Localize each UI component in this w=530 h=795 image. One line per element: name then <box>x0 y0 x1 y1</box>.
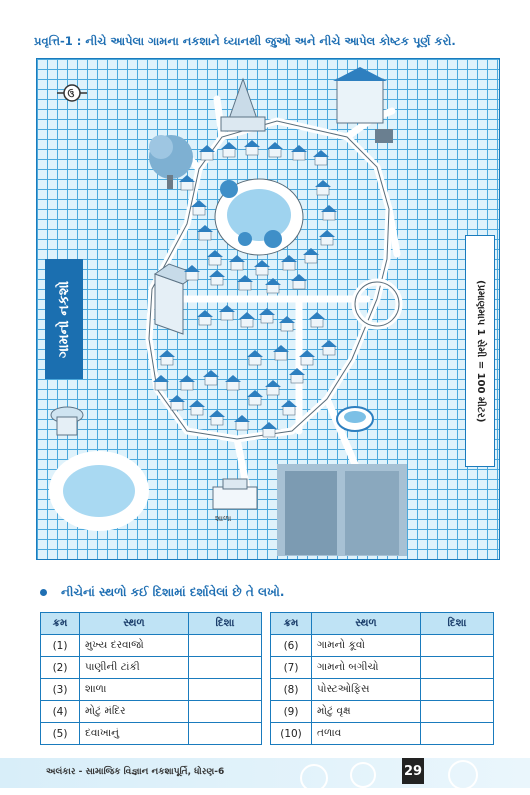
pond-water <box>63 465 135 517</box>
house <box>239 312 255 327</box>
row-number: (8) <box>271 679 312 701</box>
place-cell: પાણીની ટાંકી <box>80 657 189 679</box>
question-heading <box>40 585 284 600</box>
scale-box <box>465 235 495 467</box>
row-number: (3) <box>41 679 80 701</box>
house <box>281 255 297 270</box>
hospital <box>333 67 393 143</box>
direction-answer-cell[interactable] <box>421 701 494 723</box>
house <box>259 308 275 323</box>
place-cell: મોટું મંદિર <box>80 701 189 723</box>
house <box>189 400 205 415</box>
place-cell: ગામનો બગીચો <box>312 657 421 679</box>
direction-answer-cell[interactable] <box>189 635 262 657</box>
footer-decor <box>448 760 478 790</box>
table-row <box>41 679 262 701</box>
map-title-box <box>45 259 83 379</box>
place-cell: શાળા <box>80 679 189 701</box>
row-number: (5) <box>41 723 80 745</box>
house <box>261 422 277 437</box>
house <box>273 345 289 360</box>
table-row <box>41 701 262 723</box>
house <box>303 248 319 263</box>
table-header-row <box>41 613 262 635</box>
place-cell: મોટું વૃક્ષ <box>312 701 421 723</box>
table-row <box>271 679 494 701</box>
house <box>229 255 245 270</box>
place-cell: ગામનો કૂવો <box>312 635 421 657</box>
table-row <box>271 657 494 679</box>
temple <box>221 79 265 131</box>
house <box>203 370 219 385</box>
house <box>234 415 250 430</box>
table-row <box>271 701 494 723</box>
house <box>159 350 175 365</box>
house <box>291 145 307 160</box>
house <box>209 270 225 285</box>
row-number: (10) <box>271 723 312 745</box>
question-text: નીચેનાં સ્થળો કઈ દિશામાં દર્શાવેલાં છે તે લખો. <box>61 585 285 599</box>
house <box>247 350 263 365</box>
city-buildings <box>277 464 407 556</box>
table-row <box>271 635 494 657</box>
table-row <box>271 723 494 745</box>
row-number: (7) <box>271 657 312 679</box>
house <box>267 142 283 157</box>
row-number: (6) <box>271 635 312 657</box>
direction-answer-cell[interactable] <box>421 657 494 679</box>
school-label: શાળા <box>215 514 232 523</box>
house <box>289 368 305 383</box>
place-cell: મુખ્ય દરવાજો <box>80 635 189 657</box>
house <box>279 316 295 331</box>
house <box>321 340 337 355</box>
row-number: (9) <box>271 701 312 723</box>
house <box>265 380 281 395</box>
directions-table-right <box>270 612 494 745</box>
direction-answer-cell[interactable] <box>421 723 494 745</box>
house <box>319 230 335 245</box>
house <box>309 312 325 327</box>
footer-decor <box>300 764 328 792</box>
page-footer <box>0 758 530 788</box>
header-direction: દિશા <box>421 613 494 635</box>
house <box>225 375 241 390</box>
house <box>315 180 331 195</box>
water-tank <box>51 407 83 435</box>
compass-icon <box>57 85 87 101</box>
place-cell: તળાવ <box>312 723 421 745</box>
footer-text: અલંકાર - સામાજિક વિજ્ઞાન નકશાપૂર્તિ, ધોરણ-6 <box>46 767 225 777</box>
footer-decor <box>350 762 376 788</box>
row-number: (4) <box>41 701 80 723</box>
right-rows <box>271 635 494 745</box>
map-scale: (પ્રમાણમાપ 1 સેમી = 100 મીટર) <box>475 279 486 423</box>
place-cell: દવાખાનું <box>80 723 189 745</box>
row-number: (2) <box>41 657 80 679</box>
direction-answer-cell[interactable] <box>189 701 262 723</box>
house <box>313 150 329 165</box>
house <box>197 225 213 240</box>
house <box>321 205 337 220</box>
table-header-row <box>271 613 494 635</box>
bullet-icon <box>40 589 47 596</box>
house <box>209 410 225 425</box>
house <box>244 140 260 155</box>
house <box>169 395 185 410</box>
table-row <box>41 657 262 679</box>
house <box>281 400 297 415</box>
house <box>291 274 307 289</box>
house <box>247 390 263 405</box>
direction-answer-cell[interactable] <box>421 635 494 657</box>
table-row <box>41 723 262 745</box>
house <box>197 310 213 325</box>
header-direction: દિશા <box>189 613 262 635</box>
table-row <box>41 635 262 657</box>
direction-answer-cell[interactable] <box>189 679 262 701</box>
svg-text:ઉ: ઉ <box>67 90 75 100</box>
header-no: ક્રમ <box>41 613 80 635</box>
header-no: ક્રમ <box>271 613 312 635</box>
house <box>179 375 195 390</box>
house <box>179 175 195 190</box>
directions-table-left <box>40 612 262 745</box>
village-well <box>337 407 373 431</box>
header-place: સ્થળ <box>312 613 421 635</box>
house <box>254 260 270 275</box>
place-cell: પોસ્ટઓફિસ <box>312 679 421 701</box>
house <box>184 265 200 280</box>
left-rows <box>41 635 262 745</box>
house <box>221 142 237 157</box>
direction-answer-cell[interactable] <box>189 723 262 745</box>
direction-answer-cell[interactable] <box>421 679 494 701</box>
house <box>265 278 281 293</box>
house <box>207 250 223 265</box>
map-illustration <box>37 59 499 559</box>
house <box>237 275 253 290</box>
house <box>219 305 235 320</box>
central-pond <box>227 189 291 241</box>
school-building <box>213 479 257 509</box>
activity-title: પ્રવૃત્તિ-1 : નીચે આપેલા ગામના નકશાને ધ્યાનથી જુઓ અને નીચે આપેલ કોષ્ટક પૂર્ણ કરો. <box>34 34 456 48</box>
page-number: 29 <box>402 758 424 784</box>
village-map <box>36 58 500 560</box>
map-title: ગામનો નકશો <box>56 280 72 358</box>
header-place: સ્થળ <box>80 613 189 635</box>
row-number: (1) <box>41 635 80 657</box>
direction-answer-cell[interactable] <box>189 657 262 679</box>
